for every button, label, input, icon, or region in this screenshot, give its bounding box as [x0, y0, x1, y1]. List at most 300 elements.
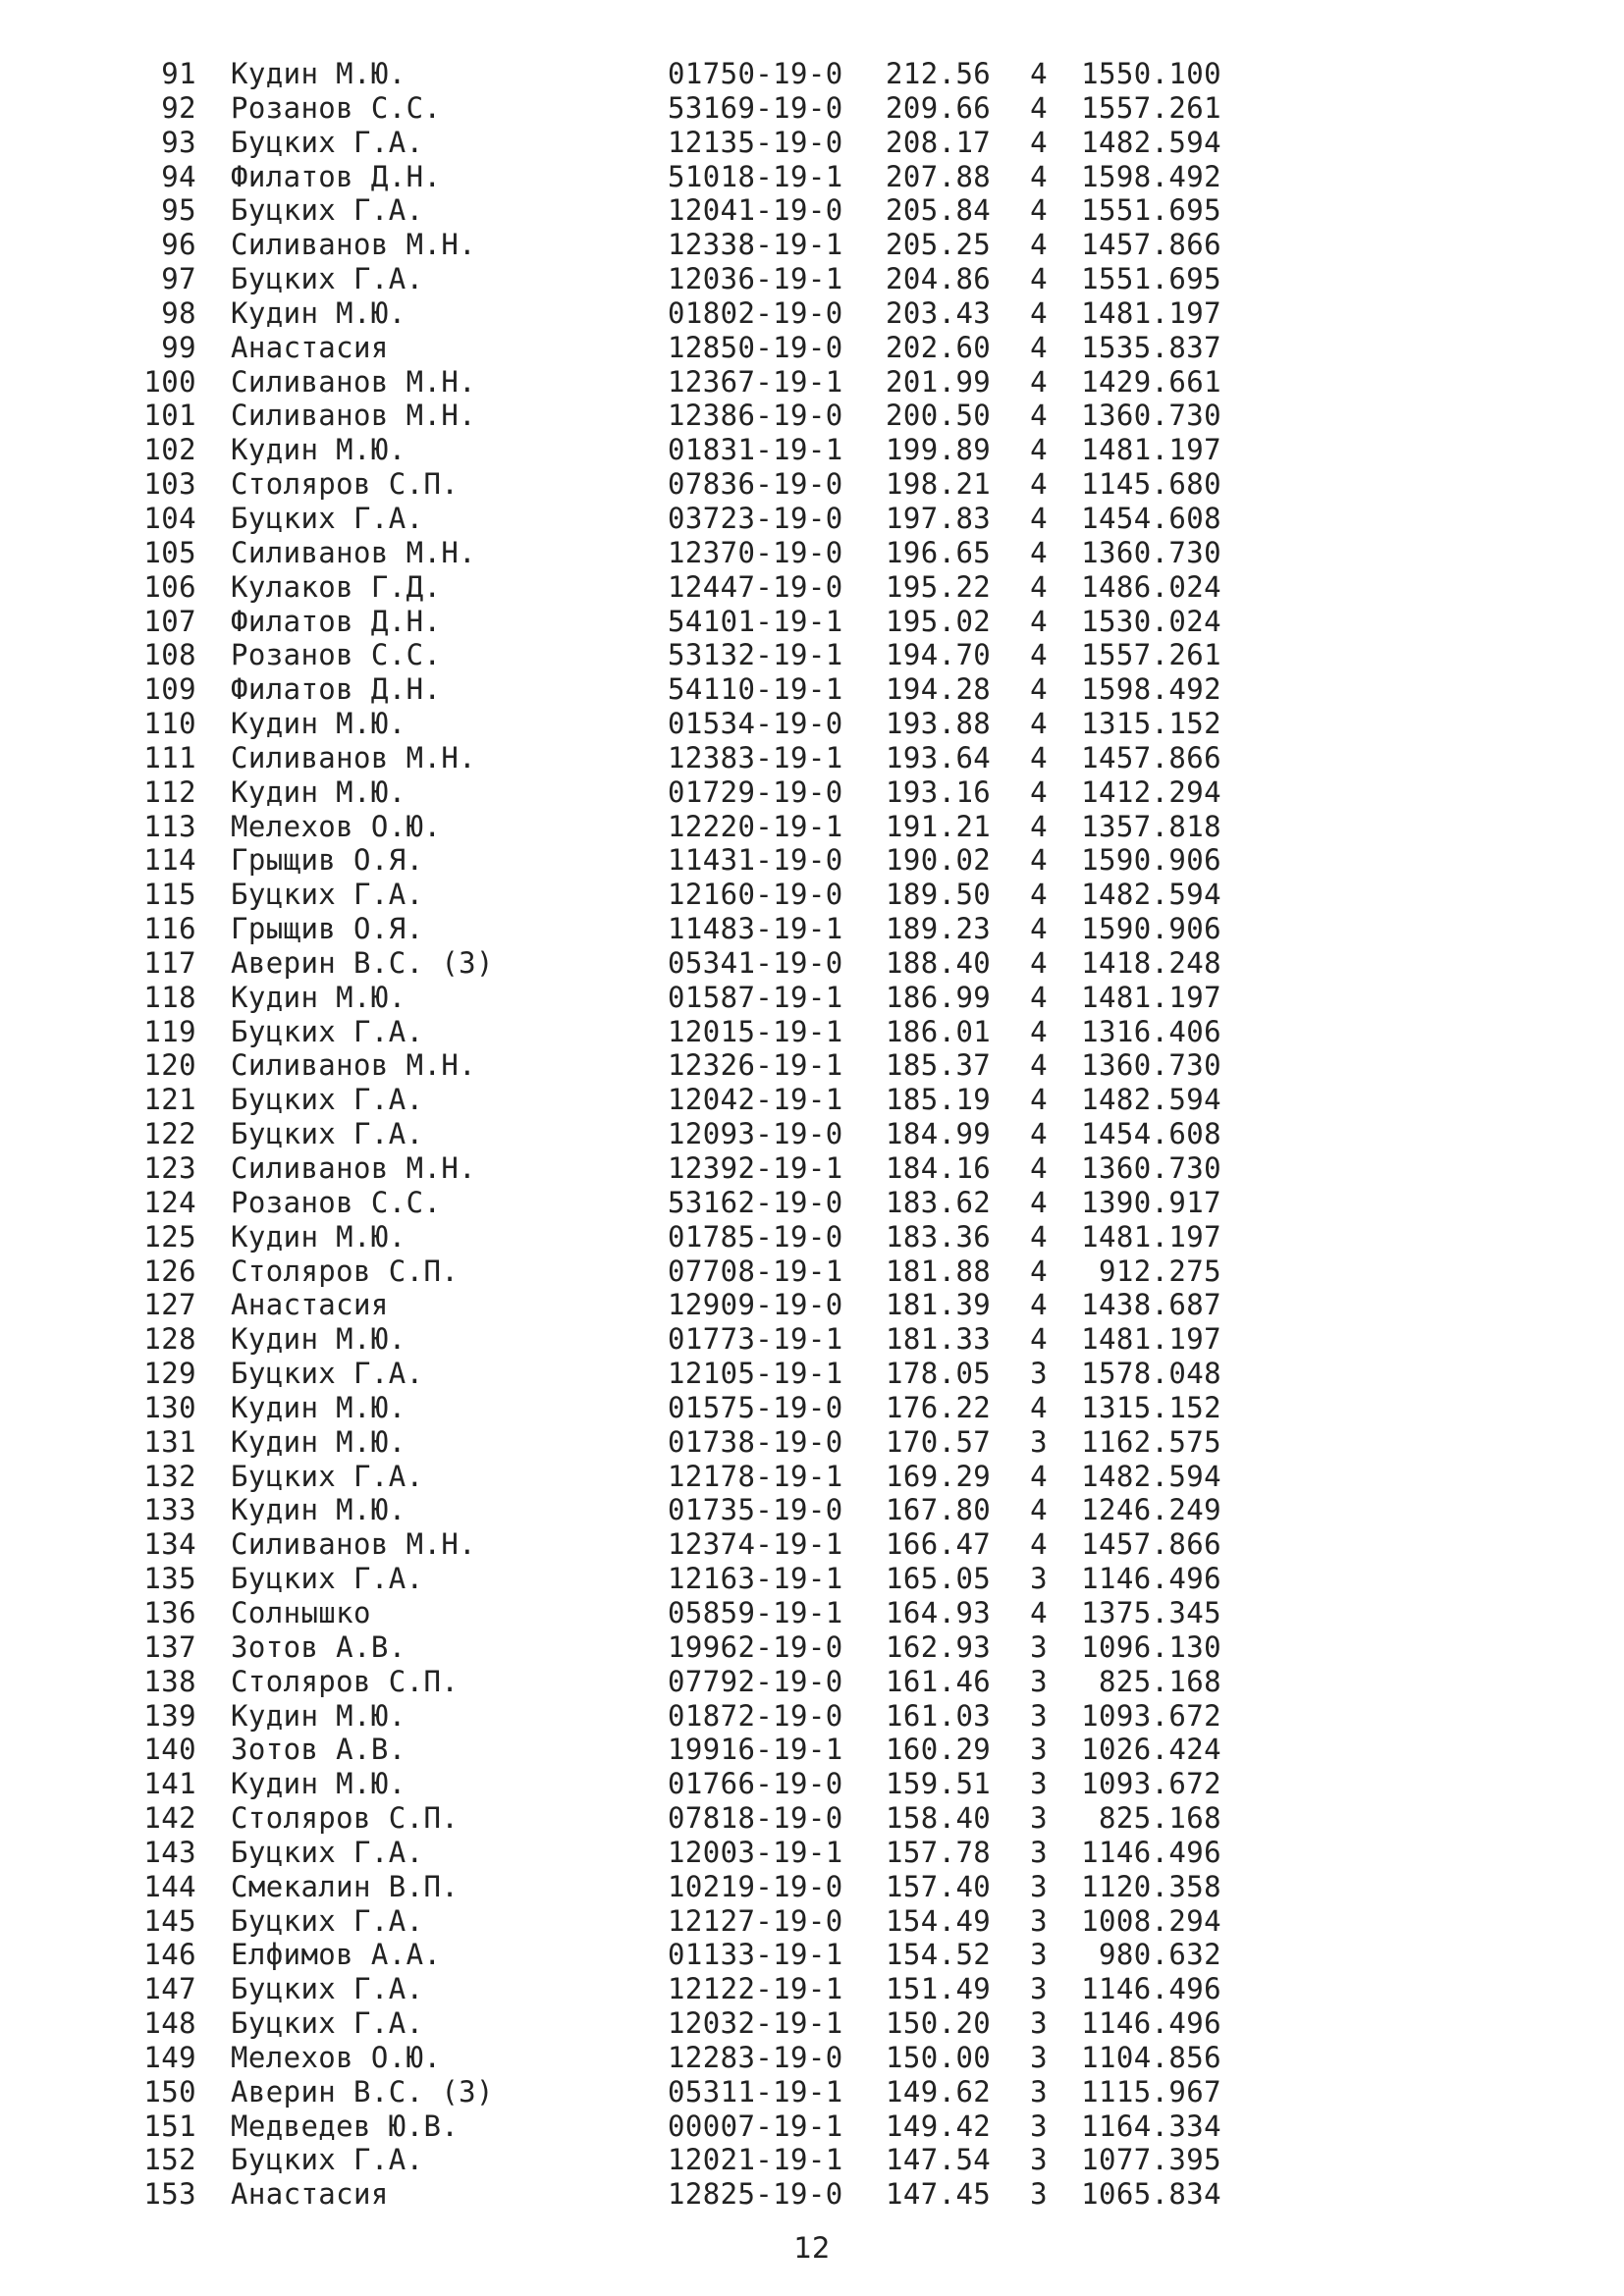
table-row — [128, 1357, 1221, 1391]
column-spacer — [1048, 1117, 1079, 1151]
points-cell: 1557.261 — [1081, 638, 1221, 672]
score-cell: 151.49 — [886, 1972, 992, 2006]
grade-cell: 4 — [1030, 707, 1048, 741]
ring-number-cell: 05859-19-1 — [668, 1595, 843, 1629]
rank-cell: 149 — [143, 2040, 196, 2074]
points-cell: 1315.152 — [1081, 1390, 1221, 1424]
column-spacer — [1048, 810, 1079, 844]
ring-number-cell: 12825-19-0 — [668, 2177, 843, 2212]
table-row — [128, 536, 1221, 570]
ring-number-cell: 07708-19-1 — [668, 1254, 843, 1288]
column-spacer — [1048, 1527, 1079, 1562]
column-spacer — [1048, 1322, 1079, 1357]
ring-number-cell: 53169-19-0 — [668, 90, 843, 125]
table-row — [128, 912, 1221, 946]
points-cell: 1454.608 — [1081, 501, 1221, 535]
owner-name-cell: Кудин М.Ю. — [231, 1424, 406, 1459]
grade-cell: 4 — [1030, 1595, 1048, 1629]
rank-cell: 146 — [143, 1938, 196, 1972]
ring-number-cell: 12392-19-1 — [668, 1151, 843, 1185]
column-spacer — [196, 160, 231, 194]
rank-cell: 124 — [143, 1185, 196, 1219]
points-cell: 1578.048 — [1081, 1357, 1221, 1391]
score-cell: 193.64 — [886, 740, 992, 774]
ring-number-cell: 54110-19-1 — [668, 672, 843, 707]
column-spacer — [1048, 126, 1079, 160]
rank-cell: 135 — [143, 1562, 196, 1596]
owner-name-cell: Кудин М.Ю. — [231, 433, 406, 467]
owner-name-cell: Кудин М.Ю. — [231, 57, 406, 90]
ring-number-cell: 01575-19-0 — [668, 1390, 843, 1424]
ring-number-cell: 01133-19-1 — [668, 1938, 843, 1972]
points-cell: 1093.672 — [1081, 1767, 1221, 1801]
owner-name-cell: Столяров С.П. — [231, 467, 460, 502]
column-spacer — [1048, 1870, 1079, 1904]
rank-cell: 101 — [143, 399, 196, 433]
table-row — [128, 1699, 1221, 1734]
rank-cell: 118 — [143, 980, 196, 1014]
column-spacer — [196, 2075, 231, 2109]
ring-number-cell: 01735-19-0 — [668, 1493, 843, 1527]
rank-cell: 110 — [143, 707, 196, 741]
rank-cell: 120 — [143, 1048, 196, 1083]
score-cell: 184.16 — [886, 1151, 992, 1185]
owner-name-cell: Буцких Г.А. — [231, 193, 424, 228]
owner-name-cell: Буцких Г.А. — [231, 262, 424, 296]
column-spacer — [196, 843, 231, 878]
rank-cell: 106 — [143, 569, 196, 604]
grade-cell: 4 — [1030, 1219, 1048, 1254]
score-cell: 189.50 — [886, 878, 992, 912]
rank-cell: 141 — [143, 1767, 196, 1801]
column-spacer — [1048, 1596, 1079, 1630]
rank-cell: 116 — [143, 912, 196, 946]
column-spacer — [1048, 1015, 1079, 1049]
column-spacer — [196, 1562, 231, 1596]
table-row — [128, 1836, 1221, 1870]
rank-cell: 121 — [143, 1083, 196, 1117]
rank-cell: 96 — [161, 228, 196, 262]
ring-number-cell: 12338-19-1 — [668, 228, 843, 262]
ring-number-cell: 12220-19-1 — [668, 809, 843, 843]
column-spacer — [196, 2109, 231, 2144]
rank-cell: 131 — [143, 1424, 196, 1459]
column-spacer — [1048, 262, 1079, 296]
ring-number-cell: 01785-19-0 — [668, 1219, 843, 1254]
score-cell: 190.02 — [886, 843, 992, 878]
points-cell: 1457.866 — [1081, 1527, 1221, 1562]
column-spacer — [1048, 1699, 1079, 1734]
owner-name-cell: Кудин М.Ю. — [231, 1493, 406, 1527]
table-row — [128, 775, 1221, 810]
table-row — [128, 1630, 1221, 1665]
score-cell: 193.16 — [886, 774, 992, 809]
column-spacer — [1048, 1938, 1079, 1972]
owner-name-cell: Буцких Г.А. — [231, 1459, 424, 1493]
owner-name-cell: Кудин М.Ю. — [231, 295, 406, 330]
owner-name-cell: Буцких Г.А. — [231, 2006, 424, 2041]
column-spacer — [196, 1733, 231, 1767]
table-row — [128, 981, 1221, 1015]
ring-number-cell: 19916-19-1 — [668, 1733, 843, 1767]
score-cell: 195.22 — [886, 569, 992, 604]
ring-number-cell: 07818-19-0 — [668, 1801, 843, 1836]
owner-name-cell: Столяров С.П. — [231, 1801, 460, 1836]
ring-number-cell: 03723-19-0 — [668, 501, 843, 535]
column-spacer — [1048, 878, 1079, 912]
column-spacer — [196, 1425, 231, 1460]
column-spacer — [1048, 1460, 1079, 1494]
grade-cell: 4 — [1030, 912, 1048, 946]
table-row — [128, 1255, 1221, 1289]
column-spacer — [1048, 1904, 1079, 1939]
points-cell: 1146.496 — [1081, 2006, 1221, 2041]
table-row — [128, 2109, 1221, 2144]
ring-number-cell: 51018-19-1 — [668, 159, 843, 193]
column-spacer — [196, 262, 231, 296]
grade-cell: 4 — [1030, 228, 1048, 262]
owner-name-cell: Буцких Г.А. — [231, 1835, 424, 1869]
grade-cell: 4 — [1030, 125, 1048, 159]
rank-cell: 107 — [143, 604, 196, 638]
grade-cell: 4 — [1030, 1390, 1048, 1424]
owner-name-cell: Столяров С.П. — [231, 1664, 460, 1698]
column-spacer — [196, 1357, 231, 1391]
owner-name-cell: Филатов Д.Н. — [231, 159, 442, 193]
column-spacer — [1048, 1972, 1079, 2006]
grade-cell: 4 — [1030, 57, 1048, 90]
rank-cell: 152 — [143, 2143, 196, 2177]
column-spacer — [1048, 296, 1079, 331]
rank-cell: 113 — [143, 809, 196, 843]
rank-cell: 98 — [161, 295, 196, 330]
column-spacer — [196, 810, 231, 844]
owner-name-cell: Силиванов М.Н. — [231, 399, 477, 433]
rank-cell: 105 — [143, 535, 196, 569]
column-spacer — [1048, 1665, 1079, 1699]
table-row — [128, 1151, 1221, 1186]
ring-number-cell: 01872-19-0 — [668, 1698, 843, 1733]
points-cell: 1438.687 — [1081, 1288, 1221, 1322]
points-cell: 1482.594 — [1081, 125, 1221, 159]
points-cell: 1481.197 — [1081, 295, 1221, 330]
grade-cell: 4 — [1030, 980, 1048, 1014]
grade-cell: 4 — [1030, 604, 1048, 638]
grade-cell: 4 — [1030, 1459, 1048, 1493]
column-spacer — [1048, 1733, 1079, 1767]
ring-number-cell: 12093-19-0 — [668, 1117, 843, 1151]
table-row — [128, 228, 1221, 262]
column-spacer — [1048, 193, 1079, 228]
points-cell: 1482.594 — [1081, 878, 1221, 912]
score-cell: 149.62 — [886, 2074, 992, 2109]
rank-cell: 95 — [161, 193, 196, 228]
owner-name-cell: Кудин М.Ю. — [231, 1698, 406, 1733]
ring-number-cell: 00007-19-1 — [668, 2109, 843, 2143]
table-row — [128, 1972, 1221, 2006]
score-cell: 169.29 — [886, 1459, 992, 1493]
column-spacer — [196, 1117, 231, 1151]
grade-cell: 3 — [1030, 2143, 1048, 2177]
table-row — [128, 1288, 1221, 1322]
table-row — [128, 2177, 1221, 2212]
rank-cell: 147 — [143, 1972, 196, 2006]
score-cell: 198.21 — [886, 467, 992, 502]
owner-name-cell: Силиванов М.Н. — [231, 1151, 477, 1185]
table-row — [128, 1904, 1221, 1939]
score-cell: 185.37 — [886, 1048, 992, 1083]
column-spacer — [196, 1699, 231, 1734]
column-spacer — [196, 1630, 231, 1665]
column-spacer — [196, 1801, 231, 1836]
points-cell: 825.168 — [1098, 1801, 1221, 1836]
grade-cell: 4 — [1030, 1493, 1048, 1527]
points-cell: 1454.608 — [1081, 1117, 1221, 1151]
column-spacer — [196, 912, 231, 946]
score-cell: 209.66 — [886, 90, 992, 125]
points-cell: 825.168 — [1098, 1664, 1221, 1698]
points-cell: 1115.967 — [1081, 2074, 1221, 2109]
column-spacer — [196, 946, 231, 981]
points-cell: 1590.906 — [1081, 843, 1221, 878]
ring-number-cell: 01587-19-1 — [668, 980, 843, 1014]
rank-cell: 138 — [143, 1664, 196, 1698]
score-cell: 161.46 — [886, 1664, 992, 1698]
table-row — [128, 57, 1221, 91]
rank-cell: 122 — [143, 1117, 196, 1151]
owner-name-cell: Розанов С.С. — [231, 638, 442, 672]
rank-cell: 143 — [143, 1835, 196, 1869]
table-row — [128, 365, 1221, 400]
owner-name-cell: Буцких Г.А. — [231, 125, 424, 159]
column-spacer — [196, 981, 231, 1015]
score-cell: 157.78 — [886, 1835, 992, 1869]
results-table — [128, 57, 1221, 2212]
ring-number-cell: 12015-19-1 — [668, 1014, 843, 1048]
column-spacer — [196, 1220, 231, 1255]
points-cell: 1530.024 — [1081, 604, 1221, 638]
column-spacer — [196, 741, 231, 775]
rank-cell: 99 — [161, 330, 196, 364]
table-row — [128, 1493, 1221, 1527]
grade-cell: 3 — [1030, 1733, 1048, 1767]
grade-cell: 4 — [1030, 399, 1048, 433]
ring-number-cell: 10219-19-0 — [668, 1869, 843, 1903]
points-cell: 1375.345 — [1081, 1595, 1221, 1629]
score-cell: 201.99 — [886, 364, 992, 399]
owner-name-cell: Буцких Г.А. — [231, 1972, 424, 2006]
points-cell: 1315.152 — [1081, 707, 1221, 741]
column-spacer — [1048, 502, 1079, 536]
table-row — [128, 467, 1221, 502]
column-spacer — [196, 1596, 231, 1630]
points-cell: 1316.406 — [1081, 1014, 1221, 1048]
grade-cell: 3 — [1030, 1698, 1048, 1733]
grade-cell: 4 — [1030, 1254, 1048, 1288]
column-spacer — [1048, 365, 1079, 400]
ring-number-cell: 01766-19-0 — [668, 1767, 843, 1801]
points-cell: 1590.906 — [1081, 912, 1221, 946]
points-cell: 1390.917 — [1081, 1185, 1221, 1219]
ring-number-cell: 12374-19-1 — [668, 1527, 843, 1562]
rank-cell: 100 — [143, 364, 196, 399]
points-cell: 1551.695 — [1081, 193, 1221, 228]
column-spacer — [196, 672, 231, 707]
ring-number-cell: 12032-19-1 — [668, 2006, 843, 2041]
column-spacer — [1048, 1836, 1079, 1870]
score-cell: 165.05 — [886, 1562, 992, 1596]
points-cell: 1026.424 — [1081, 1733, 1221, 1767]
column-spacer — [1048, 1630, 1079, 1665]
owner-name-cell: Аверин В.С. (З) — [231, 945, 494, 980]
rank-cell: 130 — [143, 1390, 196, 1424]
rank-cell: 127 — [143, 1288, 196, 1322]
table-row — [128, 160, 1221, 194]
rank-cell: 115 — [143, 878, 196, 912]
score-cell: 150.20 — [886, 2006, 992, 2041]
ring-number-cell: 12447-19-0 — [668, 569, 843, 604]
table-row — [128, 2075, 1221, 2109]
score-cell: 157.40 — [886, 1869, 992, 1903]
score-cell: 185.19 — [886, 1083, 992, 1117]
table-row — [128, 331, 1221, 365]
table-row — [128, 399, 1221, 433]
rank-cell: 112 — [143, 774, 196, 809]
column-spacer — [1048, 2041, 1079, 2075]
column-spacer — [1048, 467, 1079, 502]
score-cell: 186.01 — [886, 1014, 992, 1048]
page-number: 12 — [793, 2231, 831, 2265]
column-spacer — [1048, 570, 1079, 605]
score-cell: 212.56 — [886, 57, 992, 90]
table-row — [128, 1562, 1221, 1596]
owner-name-cell: Кудин М.Ю. — [231, 1219, 406, 1254]
rank-cell: 145 — [143, 1903, 196, 1938]
column-spacer — [196, 1767, 231, 1801]
score-cell: 162.93 — [886, 1629, 992, 1664]
table-row — [128, 1117, 1221, 1151]
score-cell: 170.57 — [886, 1424, 992, 1459]
owner-name-cell: Анастасия — [231, 330, 389, 364]
grade-cell: 3 — [1030, 1562, 1048, 1596]
grade-cell: 4 — [1030, 90, 1048, 125]
column-spacer — [196, 775, 231, 810]
ring-number-cell: 12283-19-0 — [668, 2040, 843, 2074]
table-row — [128, 1801, 1221, 1836]
points-cell: 1482.594 — [1081, 1459, 1221, 1493]
column-spacer — [196, 57, 231, 91]
owner-name-cell: Буцких Г.А. — [231, 878, 424, 912]
ring-number-cell: 01773-19-1 — [668, 1322, 843, 1357]
ring-number-cell: 01750-19-0 — [668, 57, 843, 90]
owner-name-cell: Розанов С.С. — [231, 1185, 442, 1219]
column-spacer — [196, 228, 231, 262]
column-spacer — [196, 1904, 231, 1939]
points-cell: 1598.492 — [1081, 159, 1221, 193]
score-cell: 164.93 — [886, 1595, 992, 1629]
owner-name-cell: Анастасия — [231, 2177, 389, 2212]
owner-name-cell: Силиванов М.Н. — [231, 740, 477, 774]
ring-number-cell: 12160-19-0 — [668, 878, 843, 912]
column-spacer — [196, 91, 231, 126]
rank-cell: 102 — [143, 433, 196, 467]
table-row — [128, 672, 1221, 707]
grade-cell: 4 — [1030, 535, 1048, 569]
owner-name-cell: Солнышко — [231, 1595, 371, 1629]
table-row — [128, 1391, 1221, 1425]
grade-cell: 4 — [1030, 672, 1048, 707]
grade-cell: 4 — [1030, 1151, 1048, 1185]
grade-cell: 3 — [1030, 2040, 1048, 2074]
grade-cell: 4 — [1030, 330, 1048, 364]
table-row — [128, 1015, 1221, 1049]
score-cell: 147.45 — [886, 2177, 992, 2212]
rank-cell: 140 — [143, 1733, 196, 1767]
ring-number-cell: 53162-19-0 — [668, 1185, 843, 1219]
grade-cell: 4 — [1030, 1527, 1048, 1562]
table-row — [128, 1322, 1221, 1357]
column-spacer — [196, 1460, 231, 1494]
ring-number-cell: 54101-19-1 — [668, 604, 843, 638]
score-cell: 181.33 — [886, 1322, 992, 1357]
points-cell: 1481.197 — [1081, 433, 1221, 467]
owner-name-cell: Буцких Г.А. — [231, 1562, 424, 1596]
ring-number-cell: 12163-19-1 — [668, 1562, 843, 1596]
points-cell: 1065.834 — [1081, 2177, 1221, 2212]
column-spacer — [196, 1527, 231, 1562]
column-spacer — [196, 1493, 231, 1527]
rank-cell: 148 — [143, 2006, 196, 2041]
owner-name-cell: Столяров С.П. — [231, 1254, 460, 1288]
owner-name-cell: Елфимов А.А. — [231, 1938, 442, 1972]
grade-cell: 3 — [1030, 1801, 1048, 1836]
ring-number-cell: 12042-19-1 — [668, 1083, 843, 1117]
score-cell: 183.36 — [886, 1219, 992, 1254]
points-cell: 1598.492 — [1081, 672, 1221, 707]
ring-number-cell: 01729-19-0 — [668, 774, 843, 809]
ring-number-cell: 11431-19-0 — [668, 843, 843, 878]
score-cell: 204.86 — [886, 262, 992, 296]
ring-number-cell: 12003-19-1 — [668, 1835, 843, 1869]
table-row — [128, 2041, 1221, 2075]
column-spacer — [196, 1186, 231, 1220]
grade-cell: 4 — [1030, 433, 1048, 467]
rank-cell: 103 — [143, 467, 196, 502]
table-row — [128, 1527, 1221, 1562]
owner-name-cell: Буцких Г.А. — [231, 1117, 424, 1151]
score-cell: 159.51 — [886, 1767, 992, 1801]
owner-name-cell: Филатов Д.Н. — [231, 604, 442, 638]
points-cell: 1481.197 — [1081, 980, 1221, 1014]
column-spacer — [1048, 1288, 1079, 1322]
score-cell: 178.05 — [886, 1357, 992, 1391]
score-cell: 205.84 — [886, 193, 992, 228]
column-spacer — [196, 605, 231, 639]
points-cell: 1146.496 — [1081, 1835, 1221, 1869]
table-row — [128, 741, 1221, 775]
rank-cell: 132 — [143, 1459, 196, 1493]
ring-number-cell: 07792-19-0 — [668, 1664, 843, 1698]
column-spacer — [1048, 57, 1079, 91]
score-cell: 208.17 — [886, 125, 992, 159]
column-spacer — [196, 1391, 231, 1425]
column-spacer — [196, 1665, 231, 1699]
score-cell: 195.02 — [886, 604, 992, 638]
points-cell: 1146.496 — [1081, 1972, 1221, 2006]
column-spacer — [1048, 2109, 1079, 2144]
owner-name-cell: Аверин В.С. (З) — [231, 2074, 494, 2109]
owner-name-cell: Силиванов М.Н. — [231, 1048, 477, 1083]
